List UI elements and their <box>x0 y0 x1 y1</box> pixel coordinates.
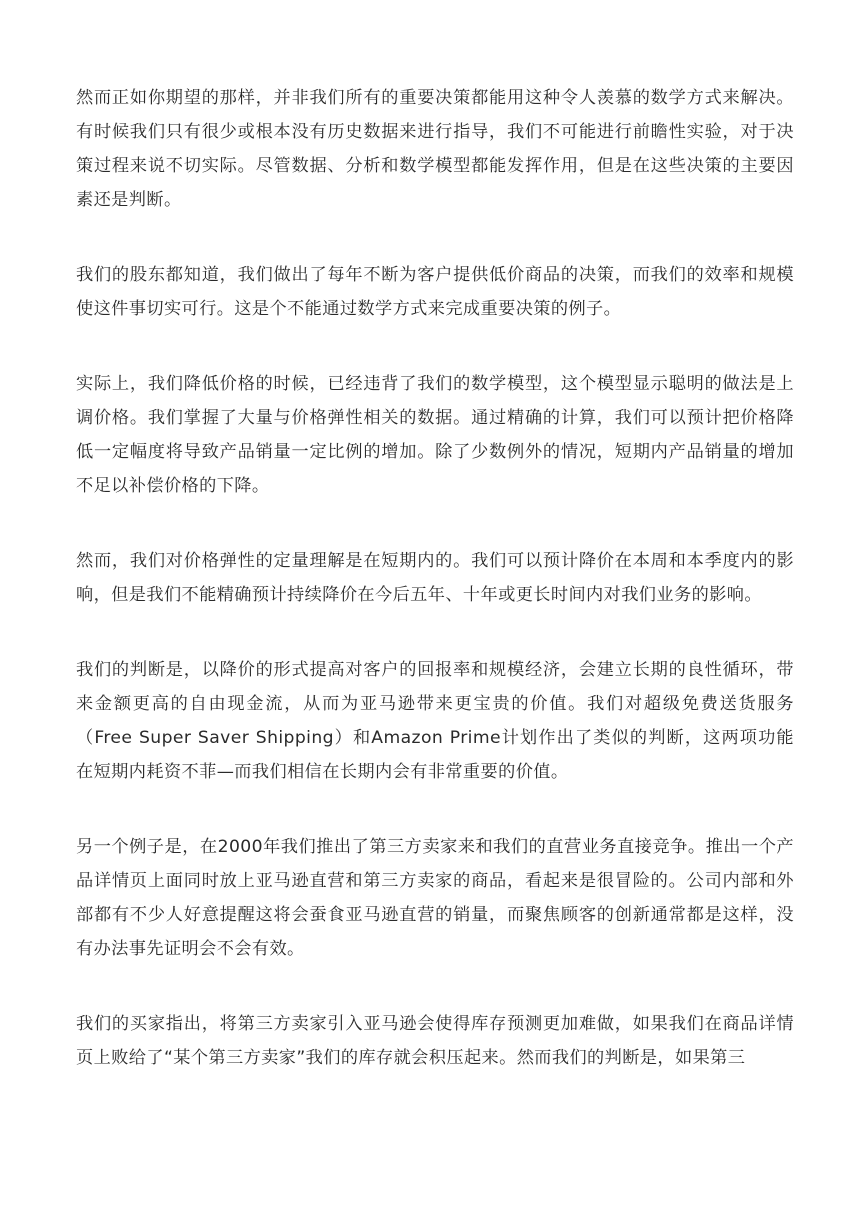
document-body <box>76 81 794 1116</box>
paragraph-4: 然而，我们对价格弹性的定量理解是在短期内的。我们可以预计降价在本周和本季度内的影响，但是我们不能精确预计持续降价在今后五年、十年或更长时间内对我们业务的影响。 <box>76 551 794 605</box>
paragraph-2: 我们的股东都知道，我们做出了每年不断为客户提供低价商品的决策，而我们的效率和规模使这件事切实可行。这是个不能通过数学方式来完成重要决策的例子。 <box>76 265 794 319</box>
paragraph-5: 我们的判断是，以降价的形式提高对客户的回报率和规模经济，会建立长期的良性循环，带来金额更高的自由现金流，从而为亚马逊带来更宝贵的价值。我们对超级免费送货服务（Free Super Saver Shipping）和Amazon Prime计划作出了类似的判断，这两项功能在短期内耗资不菲—而我们相信在长期内会有非常重要的价值。 <box>76 660 794 782</box>
paragraph-1: 然而正如你期望的那样，并非我们所有的重要决策都能用这种令人羡慕的数学方式来解决。有时候我们只有很少或根本没有历史数据来进行指导，我们不可能进行前瞻性实验，对于决策过程来说不切实际。尽管数据、分析和数学模型都能发挥作用，但是在这些决策的主要因素还是判断。 <box>76 88 794 210</box>
paragraph-3: 实际上，我们降低价格的时候，已经违背了我们的数学模型，这个模型显示聪明的做法是上调价格。我们掌握了大量与价格弹性相关的数据。通过精确的计算，我们可以预计把价格降低一定幅度将导致产品销量一定比例的增加。除了少数例外的情况，短期内产品销量的增加不足以补偿价格的下降。 <box>76 374 794 496</box>
paragraph-6: 另一个例子是，在2000年我们推出了第三方卖家来和我们的直营业务直接竞争。推出一个产品详情页上面同时放上亚马逊直营和第三方卖家的商品，看起来是很冒险的。公司内部和外部都有不少人好意提醒这将会蚕食亚马逊直营的销量，而聚焦顾客的创新通常都是这样，没有办法事先证明会不会有效。 <box>76 837 794 959</box>
paragraph-7: 我们的买家指出，将第三方卖家引入亚马逊会使得库存预测更加难做，如果我们在商品详情页上败给了“某个第三方卖家”我们的库存就会积压起来。然而我们的判断是，如果第三 <box>76 1014 794 1068</box>
